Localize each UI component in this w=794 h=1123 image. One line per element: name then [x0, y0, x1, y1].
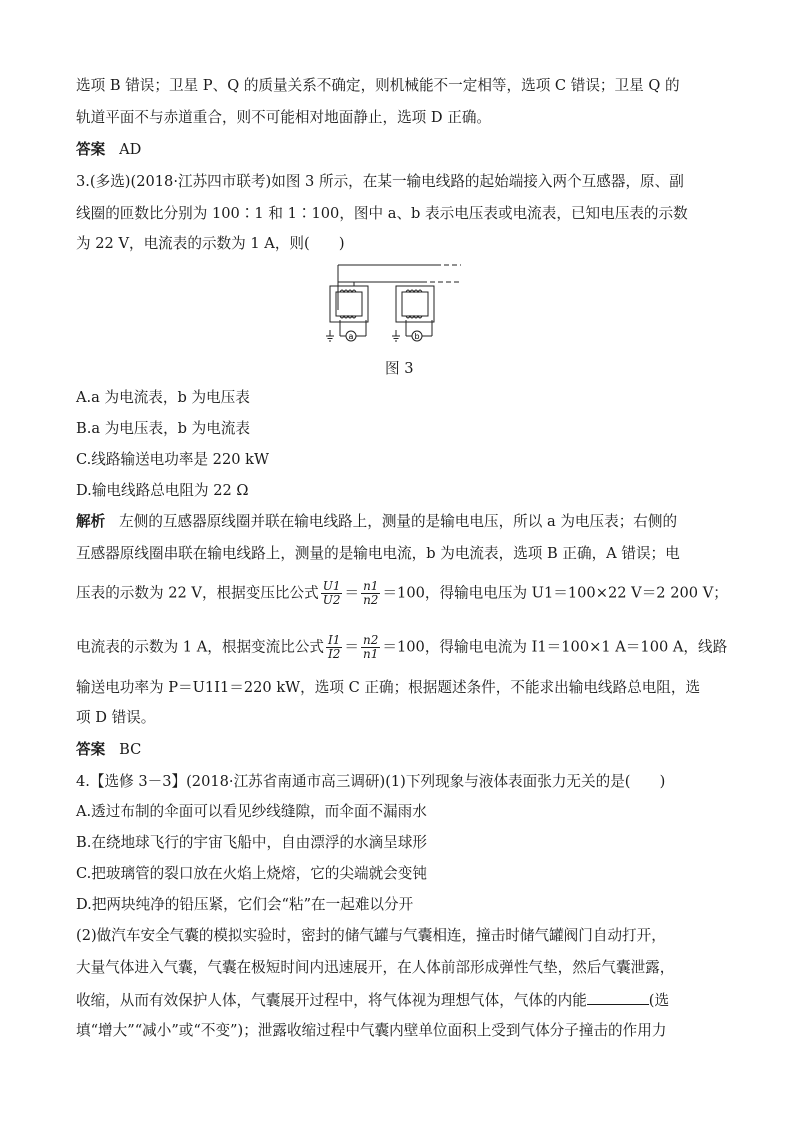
answer-line — [76, 740, 141, 760]
option-d: D.把两块纯净的铅压紧，它们会“粘”在一起难以分开 — [76, 896, 414, 913]
analysis-line — [76, 512, 677, 532]
question-4-part2: 大量气体进入气囊，气囊在极短时间内迅速展开，在人体前部形成弹性气垫，然后气囊泄露， — [76, 959, 675, 976]
figure-caption: 图 3 — [385, 360, 414, 377]
answer-value: BC — [119, 741, 142, 758]
question-4-stem: 4.【选修 3－3】(2018·江苏省南通市高三调研)(1)下列现象与液体表面张力无关的是( ) — [76, 773, 666, 790]
meter-a-label: a — [348, 332, 354, 341]
fraction-u1-u2: $\frac{U1}{U2}$ — [322, 579, 341, 607]
option-c: C.线路输送电功率是 220 kW — [76, 451, 270, 468]
question-text: 收缩，从而有效保护人体，气囊展开过程中，将气体视为理想气体，气体的内能 — [76, 992, 587, 1009]
option-a: A.透过布制的伞面可以看见纱线缝隙，而伞面不漏雨水 — [76, 803, 427, 820]
fraction-i1-i2: $\frac{I1}{I2}$ — [328, 633, 341, 661]
option-b: B.a 为电压表，b 为电流表 — [76, 420, 251, 437]
option-b: B.在绕地球飞行的宇宙飞船中，自由漂浮的水滴呈球形 — [76, 834, 428, 851]
analysis-text: 电流表的示数为 1 A，根据变流比公式 — [76, 638, 325, 656]
equals-sign: ＝ — [344, 584, 360, 602]
option-a: A.a 为电流表，b 为电压表 — [76, 389, 250, 406]
analysis-text: 项 D 错误。 — [76, 709, 156, 726]
question-4-part2: (2)做汽车安全气囊的模拟实验时，密封的储气罐与气囊相连，撞击时储气罐阀门自动打开， — [76, 927, 666, 944]
option-c: C.把玻璃管的裂口放在火焰上烧熔，它的尖端就会变钝 — [76, 865, 427, 882]
analysis-formula-line — [76, 580, 728, 607]
transformer-circuit-diagram — [326, 260, 462, 344]
question-4-part2: 填“增大”“减小”或“不变”)；泄露收缩过程中气囊内壁单位面积上受到气体分子撞击的作用力 — [76, 1022, 667, 1039]
answer-label: 答案 — [76, 741, 106, 758]
analysis-text: 左侧的互感器原线圈并联在输电线路上，测量的是输电电压，所以 a 为电压表；右侧的 — [119, 513, 678, 530]
analysis-text: 输送电功率为 P＝U1I1＝220 kW，选项 C 正确；根据题述条件，不能求出输电线路总电阻，选 — [76, 679, 701, 696]
fraction-n2-n1: $\frac{n2}{n1}$ — [363, 633, 379, 661]
answer-blank[interactable] — [587, 990, 649, 1005]
analysis-text: 互感器原线圈串联在输电线路上，测量的是输电电流，b 为电流表，选项 B 正确，A 错误；电 — [76, 545, 680, 562]
fraction-n1-n2: $\frac{n1}{n2}$ — [363, 579, 379, 607]
meter-b-label: b — [414, 332, 420, 341]
answer-label: 答案 — [76, 141, 106, 158]
question-text: (选 — [648, 992, 670, 1009]
option-d: D.输电线路总电阻为 22 Ω — [76, 482, 249, 499]
analysis-label: 解析 — [76, 513, 106, 530]
question-3-stem: 线圈的匝数比分别为 100∶1 和 1∶100，图中 a、b 表示电压表或电流表，已知电压表的示数 — [76, 205, 688, 222]
analysis-text: 压表的示数为 22 V，根据变压比公式 — [76, 584, 319, 602]
analysis-formula-line — [76, 634, 727, 661]
text-line: 选项 B 错误；卫星 P、Q 的质量关系不确定，则机械能不一定相等，选项 C 错误；卫星 Q 的 — [76, 77, 680, 94]
analysis-text: ＝100，得输电电流为 I1＝100×1 A＝100 A，线路 — [382, 638, 728, 656]
answer-line — [76, 140, 141, 160]
text-line: 轨道平面不与赤道重合，则不可能相对地面静止，选项 D 正确。 — [76, 109, 492, 126]
answer-value: AD — [119, 141, 142, 158]
equals-sign: ＝ — [344, 638, 359, 656]
question-3-stem: 3.(多选)(2018·江苏四市联考)如图 3 所示，在某一输电线路的起始端接入两个互感器，原、副 — [76, 173, 684, 190]
question-4-part2 — [76, 990, 669, 1011]
question-3-stem: 为 22 V，电流表的示数为 1 A，则( ) — [76, 235, 345, 252]
analysis-text: ＝100，得输电电压为 U1＝100×22 V＝2 200 V； — [382, 584, 728, 602]
